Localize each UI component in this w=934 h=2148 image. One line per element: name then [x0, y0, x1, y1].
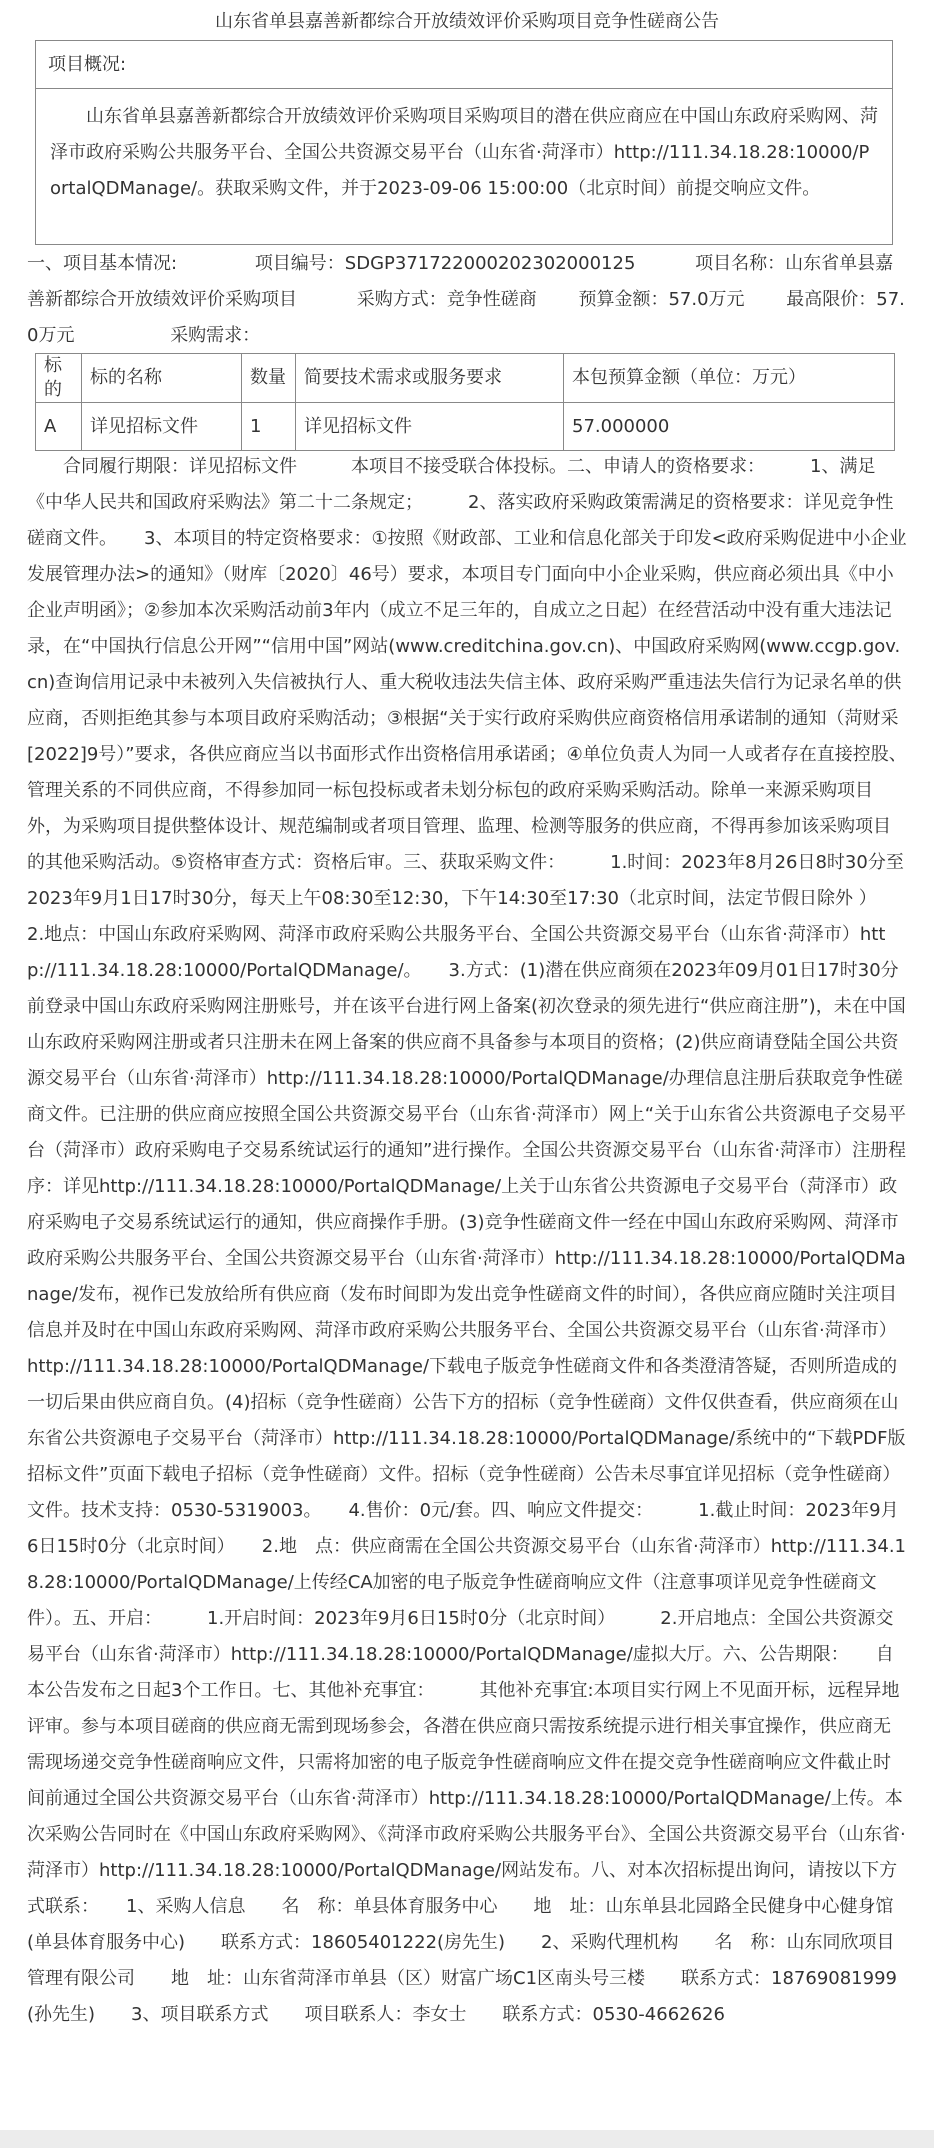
- basic-info: [27, 246, 907, 354]
- overview-body: 山东省单县嘉善新都综合开放绩效评价采购项目采购项目的潜在供应商应在中国山东政府采购网、菏泽市政府采购公共服务平台、全国公共资源交易平台（山东省·菏泽市）http://111.34.18.28:10000/PortalQDManage/。获取采购文件，并于2023-09-06 15:00:00（北京时间）前提交响应文件。: [50, 106, 878, 199]
- budget-amount: 预算金额：57.0万元: [578, 289, 745, 310]
- table-row: [36, 403, 895, 451]
- max-price: 最高限价：57.0万元: [27, 289, 905, 346]
- table-cell: 1: [242, 403, 296, 451]
- table-header-row: [36, 354, 895, 403]
- announcement-content: 合同履行期限：详见招标文件 本项目不接受联合体投标。二、申请人的资格要求： 1、满足《中华人民共和国政府采购法》第二十二条规定； 2、落实政府采购政策需满足的资格要求：详见竞争性磋商文件。 3、本项目的特定资格要求：①按照《财政部、工业和信息化部关于印发<政府采购促进中小企业发展管理办法>的通知》（财库〔2020〕46号）要求，本项目专门面向中小企业采购，供应商必须出具《中小企业声明函》；②参加本次采购活动前3年内（成立不足三年的，自成立之日起）在经营活动中没有重大违法记录，在“中国执行信息公开网”“信用中国”网站(www.creditchina.gov.cn)、中国政府采购网(www.ccgp.gov.cn)查询信用记录中未被列入失信被执行人、重大税收违法失信主体、政府采购严重违法失信行为记录名单的供应商，否则拒绝其参与本项目政府采购活动；③根据“关于实行政府采购供应商资格信用承诺制的通知（菏财采[2022]9号）”要求，各供应商应当以书面形式作出资格信用承诺函；④单位负责人为同一人或者存在直接控股、管理关系的不同供应商，不得参加同一标包投标或者未划分标包的政府采购采购活动。除单一来源采购项目外，为采购项目提供整体设计、规范编制或者项目管理、监理、检测等服务的供应商，不得再参加该采购项目的其他采购活动。⑤资格审查方式：资格后审。三、获取采购文件： 1.时间：2023年8月26日8时30分至2023年9月1日17时30分，每天上午08:30至12:30，下午14:30至17:30（北京时间，法定节假日除外 ） 2.地点：中国山东政府采购网、菏泽市政府采购公共服务平台、全国公共资源交易平台（山东省·菏泽市）http://111.34.18.28:10000/PortalQDManage/。 3.方式：(1)潜在供应商须在2023年09月01日17时30分前登录中国山东政府采购网注册账号，并在该平台进行网上备案(初次登录的须先进行“供应商注册”)，未在中国山东政府采购网注册或者只注册未在网上备案的供应商不具备参与本项目的资格；(2)供应商请登陆全国公共资源交易平台（山东省·菏泽市）http://111.34.18.28:10000/PortalQDManage/办理信息注册后获取竞争性磋商文件。已注册的供应商应按照全国公共资源交易平台（山东省·菏泽市）网上“关于山东省公共资源电子交易平台（菏泽市）政府采购电子交易系统试运行的通知”进行操作。全国公共资源交易平台（山东省·菏泽市）注册程序：详见http://111.34.18.28:10000/PortalQDManage/上关于山东省公共资源电子交易平台（菏泽市）政府采购电子交易系统试运行的通知，供应商操作手册。(3)竞争性磋商文件一经在中国山东政府采购网、菏泽市政府采购公共服务平台、全国公共资源交易平台（山东省·菏泽市）http://111.34.18.28:10000/PortalQDManage/发布，视作已发放给所有供应商（发布时间即为发出竞争性磋商文件的时间），各供应商应随时关注项目信息并及时在中国山东政府采购网、菏泽市政府采购公共服务平台、全国公共资源交易平台（山东省·菏泽市）http://111.34.18.28:10000/PortalQDManage/下载电子版竞争性磋商文件和各类澄清答疑，否则所造成的一切后果由供应商自负。(4)招标（竞争性磋商）公告下方的招标（竞争性磋商）文件仅供查看，供应商须在山东省公共资源电子交易平台（菏泽市）http://111.34.18.28:10000/PortalQDManage/系统中的“下载PDF版招标文件”页面下载电子招标（竞争性磋商）文件。招标（竞争性磋商）公告未尽事宜详见招标（竞争性磋商）文件。技术支持：0530-5319003。 4.售价：0元/套。四、响应文件提交： 1.截止时间：2023年9月6日15时0分（北京时间） 2.地 点：供应商需在全国公共资源交易平台（山东省·菏泽市）http://111.34.18.28:10000/PortalQDManage/上传经CA加密的电子版竞争性磋商响应文件（注意事项详见竞争性磋商文件）。五、开启： 1.开启时间：2023年9月6日15时0分（北京时间） 2.开启地点：全国公共资源交易平台（山东省·菏泽市）http://111.34.18.28:10000/PortalQDManage/虚拟大厅。六、公告期限： 自本公告发布之日起3个工作日。七、其他补充事宜： 其他补充事宜:本项目实行网上不见面开标，远程异地评审。参与本项目磋商的供应商无需到现场参会，各潜在供应商只需按系统提示进行相关事宜操作，供应商无需现场递交竞争性磋商响应文件，只需将加密的电子版竞争性磋商响应文件在提交竞争性磋商响应文件截止时间前通过全国公共资源交易平台（山东省·菏泽市）http://111.34.18.28:10000/PortalQDManage/上传。本次采购公告同时在《中国山东政府采购网》、《菏泽市政府采购公共服务平台》、全国公共资源交易平台（山东省·菏泽市）http://111.34.18.28:10000/PortalQDManage/网站发布。八、对本次招标提出询问，请按以下方式联系： 1、采购人信息 名 称：单县体育服务中心 地 址：山东单县北园路全民健身中心健身馆(单县体育服务中心) 联系方式：18605401222(房先生) 2、采购代理机构 名 称：山东同欣项目管理有限公司 地 址：山东省菏泽市单县（区）财富广场C1区南头号三楼 联系方式：18769081999(孙先生) 3、项目联系方式 项目联系人：李女士 联系方式：0530-4662626: [27, 456, 907, 2025]
- procurement-needs-label: 采购需求：: [170, 325, 261, 346]
- table-cell: 57.000000: [564, 403, 895, 451]
- requirements-table: [35, 353, 895, 451]
- table-header-cell: 标的名称: [82, 354, 242, 403]
- table-header-cell: 简要技术需求或服务要求: [296, 354, 564, 403]
- page-title: 山东省单县嘉善新都综合开放绩效评价采购项目竞争性磋商公告: [215, 11, 719, 32]
- table-header-cell: 标的: [36, 354, 82, 403]
- table-cell: A: [36, 403, 82, 451]
- basic-section-label: 一、项目基本情况:: [27, 253, 178, 274]
- project-name: 项目名称：山东省单县嘉善新都综合开放绩效评价采购项目: [27, 253, 894, 310]
- overview-heading: 项目概况:: [36, 41, 892, 89]
- table-cell: 详见招标文件: [82, 403, 242, 451]
- procurement-method: 采购方式：竞争性磋商: [356, 289, 537, 310]
- project-number: 项目编号：SDGP371722000202302000125: [254, 253, 636, 274]
- project-overview-box: [35, 40, 893, 245]
- table-cell: 详见招标文件: [296, 403, 564, 451]
- table-header-cell: 数量: [242, 354, 296, 403]
- table-header-cell: 本包预算金额（单位：万元）: [564, 354, 895, 403]
- bottom-bar: [0, 2130, 934, 2148]
